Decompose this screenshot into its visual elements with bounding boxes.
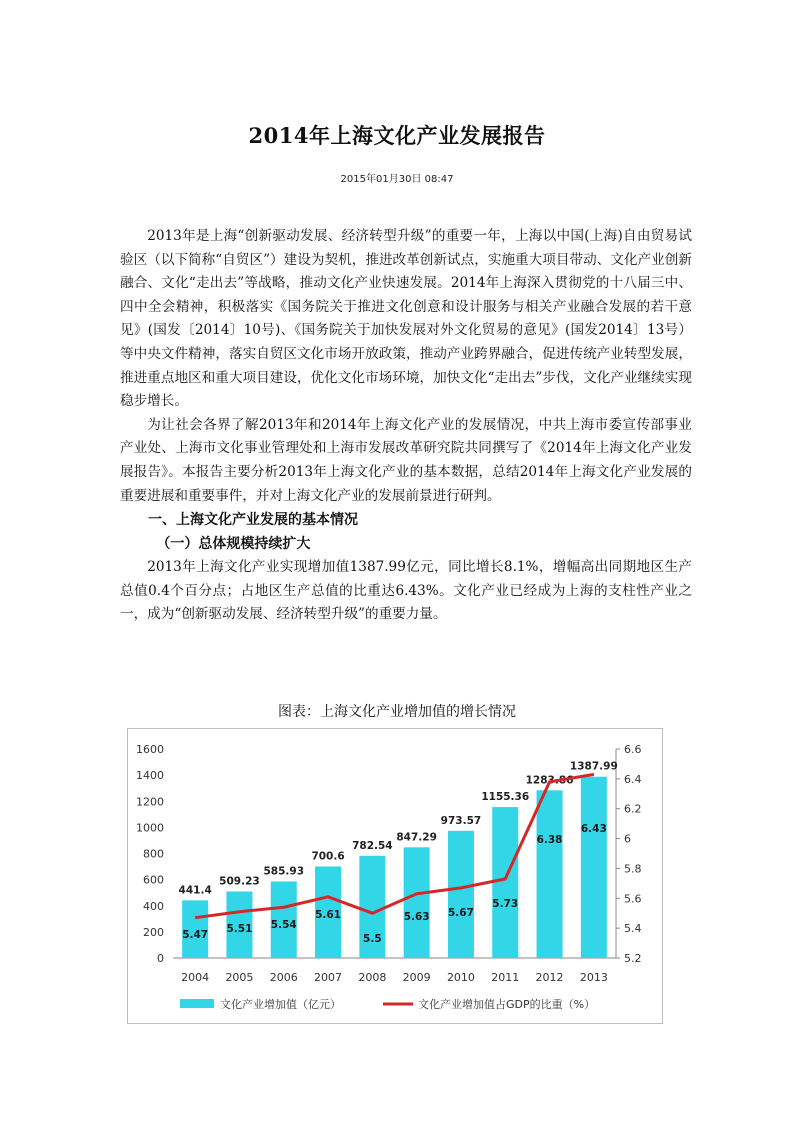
publish-date: 2015年01月30日 08:47 — [340, 174, 454, 185]
left-axis-tick-label: 400 — [143, 899, 164, 913]
bar-value-label: 973.57 — [440, 814, 482, 827]
right-axis-tick-label: 6.2 — [624, 802, 642, 816]
bar-value-label: 847.29 — [396, 831, 437, 844]
line-value-label: 5.54 — [270, 919, 297, 931]
left-axis-tick-label: 1200 — [136, 795, 164, 809]
legend-line-label: 文化产业增加值占GDP的比重（%） — [418, 998, 596, 1011]
chart-caption: 图表：上海文化产业增加值的增长情况 — [278, 704, 516, 720]
culture-industry-chart — [128, 729, 664, 1025]
x-axis-tick-label: 2013 — [579, 971, 608, 984]
chart-frame — [127, 728, 663, 1024]
bar-value-label: 441.4 — [178, 884, 212, 897]
right-axis-tick-label: 5.8 — [624, 862, 642, 876]
left-axis-tick-label: 800 — [143, 847, 164, 861]
bar-2011 — [492, 807, 518, 958]
line-value-label: 5.73 — [492, 898, 519, 910]
left-axis-tick-label: 0 — [157, 952, 164, 965]
line-value-label: 5.63 — [403, 911, 430, 923]
x-axis-tick-label: 2004 — [181, 971, 210, 984]
x-axis-tick-label: 2007 — [314, 971, 343, 984]
line-value-label: 6.38 — [536, 834, 563, 846]
bar-value-label: 1387.99 — [569, 760, 618, 773]
line-value-label: 6.43 — [580, 823, 607, 835]
paragraph-1: 2013年是上海“创新驱动发展、经济转型升级”的重要一年，上海以中国(上海)自由贸易试验区（以下简称“自贸区”）建设为契机，推进改革创新试点，实施重大项目带动、文化产业创新融合、文化“走出去”等战略，推动文化产业快速发展。2014年上海深入贯彻党的十八届三中、四中全会精神，积极落实《国务院关于推进文化创意和设计服务与相关产业融合发展的若干意见》(国发〔2014〕10号)、《国务院关于加快发展对外文化贸易的意见》(国发2014〕13号）等中央文件精神，落实自贸区文化市场开放政策，推动产业跨界融合，促进传统产业转型发展，推进重点地区和重大项目建设，优化文化市场环境，加快文化“走出去”步伐，文化产业继续实现稳步增长。 — [120, 228, 692, 410]
page-title: 2014年上海文化产业发展报告 — [248, 123, 546, 148]
bar-2010 — [448, 831, 474, 958]
bar-value-label: 1283.86 — [525, 774, 574, 787]
x-axis-tick-label: 2011 — [491, 971, 520, 984]
left-axis-tick-label: 1400 — [136, 769, 164, 783]
left-axis-tick-label: 200 — [143, 925, 164, 939]
right-axis-tick-label: 6 — [624, 832, 631, 846]
left-axis-tick-label: 600 — [143, 873, 164, 887]
bar-2012 — [537, 790, 563, 958]
bar-value-label: 585.93 — [263, 865, 305, 878]
left-axis-tick-label: 1000 — [136, 821, 164, 835]
paragraph-3: 2013年上海文化产业实现增加值1387.99亿元，同比增长8.1%，增幅高出同期地区生产总值0.4个百分点；占地区生产总值的比重达6.43%。文化产业已经成为上海的支柱性产业之一，成为“创新驱动发展、经济转型升级”的重要力量。 — [120, 559, 692, 623]
right-axis-tick-label: 6.6 — [624, 743, 642, 756]
x-axis-tick-label: 2010 — [446, 971, 475, 984]
line-value-label: 5.67 — [447, 907, 474, 919]
bar-2013 — [581, 777, 607, 958]
bar-value-label: 782.54 — [352, 839, 393, 852]
right-axis-tick-label: 5.2 — [624, 952, 642, 965]
article-body — [120, 225, 692, 627]
subsection-heading: （一）总体规模持续扩大 — [156, 536, 311, 553]
legend-bar-label: 文化产业增加值（亿元） — [220, 998, 341, 1011]
left-axis-tick-label: 1600 — [136, 743, 164, 756]
bar-value-label: 700.6 — [311, 850, 345, 863]
paragraph-2: 为让社会各界了解2013年和2014年上海文化产业的发展情况，中共上海市委宣传部事业产业处、上海市文化事业管理处和上海市发展改革研究院共同撰写了《2014年上海文化产业发展报告》。本报告主要分析2013年上海文化产业的基本数据，总结2014年上海文化产业发展的重要进展和重要事件，并对上海文化产业的发展前景进行研判。 — [120, 416, 692, 504]
x-axis-tick-label: 2005 — [225, 971, 254, 984]
x-axis-tick-label: 2012 — [535, 971, 564, 984]
bar-2009 — [404, 847, 430, 958]
x-axis-tick-label: 2008 — [358, 971, 387, 984]
right-axis-tick-label: 5.4 — [624, 922, 642, 936]
x-axis-tick-label: 2009 — [402, 971, 431, 984]
bar-value-label: 509.23 — [219, 875, 260, 888]
right-axis-tick-label: 5.6 — [624, 892, 642, 906]
section-heading: 一、上海文化产业发展的基本情况 — [148, 512, 358, 529]
right-axis-tick-label: 6.4 — [624, 772, 642, 786]
legend-bar-swatch — [180, 999, 214, 1008]
line-value-label: 5.5 — [363, 933, 382, 945]
line-value-label: 5.47 — [182, 929, 209, 941]
x-axis-tick-label: 2006 — [269, 971, 298, 984]
line-value-label: 5.61 — [315, 909, 342, 921]
gdp-share-line — [195, 774, 594, 917]
line-value-label: 5.51 — [226, 923, 253, 935]
bar-value-label: 1155.36 — [481, 791, 530, 804]
